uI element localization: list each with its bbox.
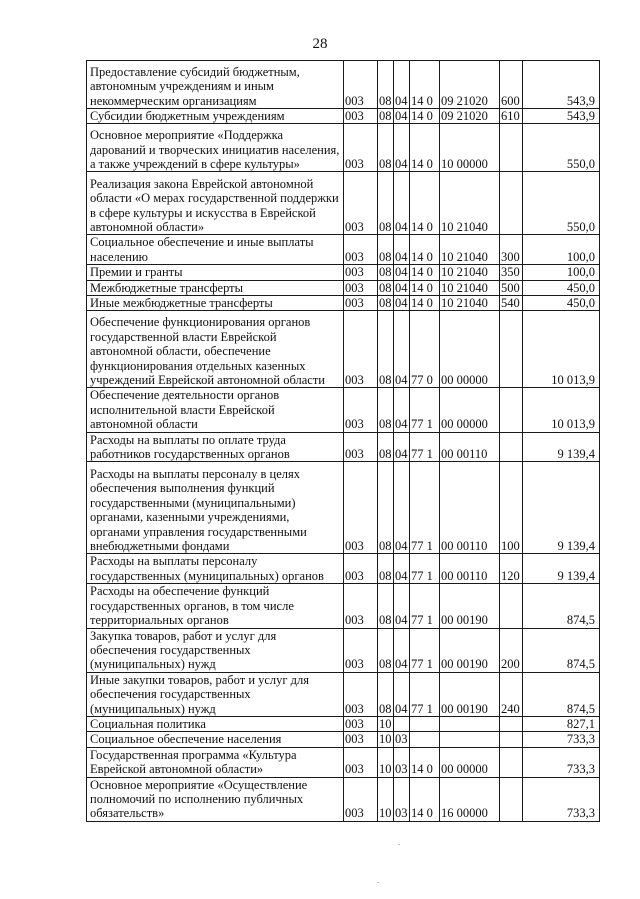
table-row — [87, 172, 600, 235]
table-row — [87, 777, 600, 821]
program-code: 77 1 — [410, 554, 440, 584]
subsection-code: 03 — [394, 777, 410, 821]
section-code: 08 — [378, 124, 394, 172]
table-row — [87, 672, 600, 716]
expense-type-code — [500, 432, 523, 462]
expense-type-code — [500, 732, 523, 747]
amount: 543,9 — [523, 109, 600, 124]
table-row — [87, 747, 600, 777]
row-name: Премии и гранты — [87, 265, 344, 280]
row-name: Иные закупки товаров, работ и услуг для обеспечения государственных (муниципальных) нужд — [87, 672, 344, 716]
subsection-code: 04 — [395, 280, 408, 295]
row-name: Реализация закона Еврейской автономной области «О мерах государственной поддержки в сфере культуры и искусства в Еврейской автономной области» — [87, 172, 344, 235]
ministry-code: 003 — [344, 296, 378, 311]
amount: 874,5 — [523, 628, 600, 672]
subsection-code: 04 — [394, 628, 410, 672]
amount: 450,0 — [523, 296, 600, 311]
table-row — [87, 388, 600, 432]
amount: 9 139,4 — [523, 462, 600, 554]
amount: 550,0 — [523, 124, 600, 172]
expense-type-code: 120 — [500, 554, 523, 584]
amount: 10 013,9 — [523, 388, 600, 432]
row-name: Субсидии бюджетным учреждениям — [87, 109, 344, 124]
subsection-code: 04 — [394, 61, 410, 109]
section-code: 08 — [378, 388, 394, 432]
expense-type-code — [500, 584, 523, 628]
expense-type-code: 610 — [500, 109, 523, 124]
table-row — [87, 628, 600, 672]
amount: 100,0 — [523, 265, 600, 280]
expense-type-code — [500, 747, 523, 777]
subsection-code: 03 — [395, 732, 408, 747]
ministry-code: 003 — [344, 716, 378, 731]
expense-type-code: 100 — [500, 462, 523, 554]
ministry-code: 003 — [344, 554, 378, 584]
program-code: 14 0 — [410, 61, 440, 109]
section-code: 08 — [378, 554, 394, 584]
table-row — [87, 109, 600, 124]
article-code: 10 21040 — [440, 280, 500, 295]
section-code: 08 — [378, 61, 394, 109]
row-name: Государственная программа «Культура Еврейской автономной области» — [87, 747, 344, 777]
expense-type-code — [500, 172, 523, 235]
amount: 827,1 — [523, 716, 600, 731]
ministry-code: 003 — [344, 280, 378, 295]
subsection-code: 04 — [394, 432, 410, 462]
ministry-code: 003 — [344, 777, 378, 821]
article-code: 16 00000 — [440, 777, 500, 821]
expense-type-code: 200 — [500, 628, 523, 672]
table-row — [87, 296, 600, 311]
subsection-code: 04 — [394, 235, 410, 265]
article-code: 00 00110 — [440, 432, 500, 462]
article-code: 10 21040 — [440, 265, 500, 280]
section-code: 08 — [379, 296, 392, 311]
amount: 733,3 — [523, 777, 600, 821]
amount: 733,3 — [523, 732, 600, 747]
expense-type-code: 300 — [500, 235, 523, 265]
subsection-code: 04 — [395, 296, 408, 311]
subsection-code: 04 — [394, 672, 410, 716]
page-number: 28 — [312, 36, 328, 52]
subsection-code — [394, 716, 410, 731]
program-code: 14 0 — [410, 280, 440, 295]
program-code: 14 0 — [410, 265, 440, 280]
row-name: Расходы на выплаты по оплате труда работников государственных органов — [87, 432, 344, 462]
table-row — [87, 584, 600, 628]
section-code: 08 — [378, 235, 394, 265]
subsection-code: 04 — [394, 124, 410, 172]
ministry-code: 003 — [344, 265, 378, 280]
amount: 733,3 — [523, 747, 600, 777]
table-body — [87, 61, 600, 822]
section-code: 08 — [378, 172, 394, 235]
section-code: 08 — [378, 311, 394, 388]
expense-type-code: 350 — [500, 265, 523, 280]
section-code: 08 — [378, 584, 394, 628]
expense-type-code — [500, 716, 523, 731]
program-code: 14 0 — [410, 235, 440, 265]
amount: 874,5 — [523, 584, 600, 628]
article-code — [440, 732, 500, 747]
row-name: Основное мероприятие «Поддержка дарований и творческих инициатив населения, а также учреждений в сфере культуры» — [87, 124, 344, 172]
ministry-code: 003 — [344, 172, 378, 235]
row-name: Иные межбюджетные трансферты — [87, 296, 344, 311]
article-code: 10 21040 — [440, 235, 500, 265]
expense-type-code — [500, 388, 523, 432]
section-code: 08 — [379, 109, 392, 123]
table-row — [87, 265, 600, 280]
article-code: 00 00190 — [440, 584, 500, 628]
amount: 543,9 — [523, 61, 600, 109]
row-name: Закупка товаров, работ и услуг для обеспечения государственных (муниципальных) нужд — [87, 628, 344, 672]
article-code: 00 00000 — [440, 388, 500, 432]
scan-speck: . — [398, 838, 400, 847]
subsection-code: 04 — [394, 584, 410, 628]
amount: 450,0 — [523, 280, 600, 295]
section-code: 08 — [378, 432, 394, 462]
section-code: 10 — [378, 777, 394, 821]
ministry-code: 003 — [344, 584, 378, 628]
budget-table — [86, 60, 600, 822]
amount: 9 139,4 — [523, 432, 600, 462]
expense-type-code — [500, 124, 523, 172]
row-name: Обеспечение деятельности органов исполнительной власти Еврейской автономной области — [87, 388, 344, 432]
table-row — [87, 61, 600, 109]
expense-type-code — [500, 311, 523, 388]
expense-type-code: 540 — [500, 296, 523, 311]
program-code: 14 0 — [410, 747, 440, 777]
article-code: 00 00190 — [440, 672, 500, 716]
table-row — [87, 462, 600, 554]
section-code: 10 — [378, 747, 394, 777]
ministry-code: 003 — [344, 672, 378, 716]
ministry-code: 003 — [344, 628, 378, 672]
program-code: 14 0 — [410, 172, 440, 235]
subsection-code: 03 — [394, 747, 410, 777]
row-name: Социальная политика — [87, 716, 344, 731]
ministry-code: 003 — [344, 124, 378, 172]
table-row — [87, 716, 600, 731]
ministry-code: 003 — [344, 732, 378, 747]
expense-type-code: 500 — [500, 280, 523, 295]
program-code: 77 1 — [410, 432, 440, 462]
section-code: 10 — [379, 716, 392, 731]
section-code: 08 — [378, 672, 394, 716]
subsection-code: 04 — [394, 462, 410, 554]
ministry-code: 003 — [344, 747, 378, 777]
article-code — [440, 716, 500, 731]
row-name: Предоставление субсидий бюджетным, автономным учреждениям и иным некоммерческим организациям — [87, 61, 344, 109]
ministry-code: 003 — [344, 311, 378, 388]
program-code — [410, 716, 440, 731]
article-code: 00 00110 — [440, 462, 500, 554]
scan-speck: . — [377, 876, 379, 885]
subsection-code: 04 — [395, 109, 408, 123]
expense-type-code: 240 — [500, 672, 523, 716]
article-code: 09 21020 — [440, 61, 500, 109]
ministry-code: 003 — [344, 388, 378, 432]
row-name: Социальное обеспечение и иные выплаты населению — [87, 235, 344, 265]
article-code: 10 21040 — [440, 172, 500, 235]
ministry-code: 003 — [344, 432, 378, 462]
subsection-code: 04 — [395, 265, 408, 280]
row-name: Расходы на выплаты персоналу в целях обеспечения выполнения функций государственными (муниципальными) органами, казенными учреждениями, органами управления государственными внебюджетными фондами — [87, 462, 344, 554]
program-code: 14 0 — [410, 777, 440, 821]
subsection-code: 04 — [394, 554, 410, 584]
article-code: 00 00000 — [440, 747, 500, 777]
section-code: 08 — [378, 628, 394, 672]
table-row — [87, 432, 600, 462]
program-code: 77 1 — [410, 462, 440, 554]
program-code: 14 0 — [410, 109, 440, 124]
table-row — [87, 311, 600, 388]
row-name: Расходы на выплаты персоналу государственных (муниципальных) органов — [87, 554, 344, 584]
ministry-code: 003 — [344, 61, 378, 109]
section-code: 08 — [379, 280, 392, 295]
amount: 9 139,4 — [523, 554, 600, 584]
program-code: 14 0 — [410, 296, 440, 311]
row-name: Расходы на обеспечение функций государственных органов, в том числе территориальных органов — [87, 584, 344, 628]
row-name: Основное мероприятие «Осуществление полномочий по исполнению публичных обязательств» — [87, 777, 344, 821]
section-code: 10 — [379, 732, 392, 747]
amount: 100,0 — [523, 235, 600, 265]
expense-type-code: 600 — [500, 61, 523, 109]
article-code: 10 21040 — [440, 296, 500, 311]
article-code: 00 00110 — [440, 554, 500, 584]
program-code: 77 0 — [410, 311, 440, 388]
article-code: 09 21020 — [440, 109, 500, 124]
program-code: 14 0 — [410, 124, 440, 172]
table-row — [87, 280, 600, 295]
expense-type-code — [500, 777, 523, 821]
table-row — [87, 732, 600, 747]
ministry-code: 003 — [344, 109, 378, 124]
ministry-code: 003 — [344, 462, 378, 554]
program-code: 77 1 — [410, 672, 440, 716]
article-code: 00 00000 — [440, 311, 500, 388]
table-row — [87, 235, 600, 265]
subsection-code: 04 — [394, 172, 410, 235]
article-code: 00 00190 — [440, 628, 500, 672]
amount: 874,5 — [523, 672, 600, 716]
ministry-code: 003 — [344, 235, 378, 265]
amount: 550,0 — [523, 172, 600, 235]
row-name: Обеспечение функционирования органов государственной власти Еврейской автономной области, обеспечение функционирования отдельных казенных учреждений Еврейской автономной области — [87, 311, 344, 388]
program-code — [410, 732, 440, 747]
subsection-code: 04 — [394, 311, 410, 388]
article-code: 10 00000 — [440, 124, 500, 172]
subsection-code: 04 — [394, 388, 410, 432]
program-code: 77 1 — [410, 388, 440, 432]
program-code: 77 1 — [410, 584, 440, 628]
row-name: Социальное обеспечение населения — [87, 732, 344, 747]
amount: 10 013,9 — [523, 311, 600, 388]
section-code: 08 — [379, 265, 392, 280]
section-code: 08 — [378, 462, 394, 554]
table-row — [87, 554, 600, 584]
table-row — [87, 124, 600, 172]
row-name: Межбюджетные трансферты — [87, 280, 344, 295]
program-code: 77 1 — [410, 628, 440, 672]
